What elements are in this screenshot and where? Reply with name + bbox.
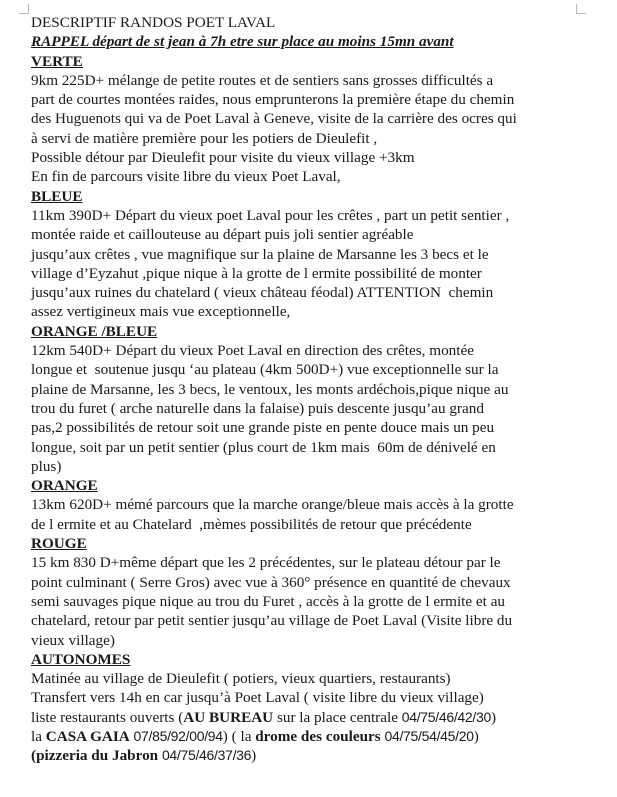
- restaurant-phone: 04/75/46/37/36: [161, 747, 252, 764]
- section-text-line: plus): [31, 457, 62, 475]
- restaurant-line-3: [31, 746, 591, 765]
- section-orange: [31, 476, 591, 534]
- restaurant-suffix: ) ( la: [222, 727, 256, 745]
- section-text-line: de l ermite et au Chatelard ,mèmes possibilités de retour que précédente: [31, 515, 472, 533]
- section-autonomes: [31, 650, 591, 766]
- section-text-line: vieux village): [31, 631, 115, 649]
- section-text-line: assez vertigineux mais vue exceptionnelle,: [31, 303, 291, 321]
- restaurant-line-1: [31, 708, 591, 727]
- section-heading: BLEUE: [31, 187, 83, 205]
- section-text-line: semi sauvages pique nique au trou du Furet , accès à la grotte de l ermite et au: [31, 592, 506, 610]
- section-text-line: Possible détour par Dieulefit pour visite du vieux village +3km: [31, 149, 415, 167]
- restaurant-phone: 04/75/46/42/30: [401, 708, 491, 725]
- section-rouge: [31, 534, 591, 650]
- document-title: DESCRIPTIF RANDOS POET LAVAL: [31, 14, 276, 31]
- section-verte: [31, 52, 591, 187]
- restaurants-intro: liste restaurants ouverts (: [31, 708, 184, 726]
- section-text-line: chatelard, retour par petit sentier jusqu’au village de Poet Laval (Visite libre du: [31, 612, 513, 630]
- autonomes-line-transfer: Transfert vers 14h en car jusqu’à Poet Laval ( visite libre du vieux village): [31, 689, 484, 707]
- restaurant-suffix: ): [251, 747, 257, 765]
- departure-reminder: RAPPEL départ de st jean à 7h etre sur place au moins 15mn avant: [31, 33, 454, 51]
- restaurant-detail: sur la place centrale: [273, 708, 402, 726]
- section-text-line: point culminant ( Serre Gros) avec vue à 360° présence en quantité de chevaux: [31, 573, 511, 591]
- restaurant-name: AU BUREAU: [183, 708, 274, 726]
- section-text-line: pas,2 possibilités de retour soit une grande piste en pente douce mais un peu: [31, 419, 495, 437]
- restaurant-prefix: la: [31, 727, 46, 745]
- section-bleue: [31, 187, 591, 322]
- restaurant-name: pizzeria du Jabron: [36, 747, 159, 765]
- section-text-line: à servi de matière première pour les potiers de Dieulefit ,: [31, 129, 378, 147]
- restaurant-phone: 07/85/92/00/94: [133, 727, 223, 744]
- restaurant-suffix: ): [490, 708, 497, 726]
- section-text-line: des Huguenots qui va de Poet Laval à Geneve, visite de la carrière des ocres qui: [31, 110, 517, 128]
- section-text-line: montée raide et caillouteuse au départ puis joli sentier agréable: [31, 226, 414, 244]
- section-heading: ORANGE: [31, 477, 98, 495]
- restaurant-line-2: [31, 727, 591, 746]
- restaurant-phone: 04/75/54/45/20: [384, 727, 474, 744]
- document-page: [31, 13, 591, 766]
- section-text-line: longue, soit par un petit sentier (plus court de 1km mais 60m de dénivelé en: [31, 438, 496, 456]
- page-corner-mark-top-left: [19, 4, 29, 14]
- restaurant-suffix: ): [473, 727, 479, 745]
- section-text-line: jusqu’aux crêtes , vue magnifique sur la plaine de Marsanne les 3 becs et le: [31, 245, 489, 263]
- restaurant-name: CASA GAIA: [45, 727, 130, 745]
- section-text-line: 9km 225D+ mélange de petite routes et de sentiers sans grosses difficultés a: [31, 71, 494, 89]
- section-text-line: village d’Eyzahut ,pique nique à la grotte de l ermite possibilité de monter: [31, 264, 482, 282]
- section-text-line: 13km 620D+ mémé parcours que la marche orange/bleue mais accès à la grotte: [31, 496, 514, 514]
- section-heading: AUTONOMES: [31, 650, 131, 668]
- section-heading: ROUGE: [31, 535, 87, 553]
- hike-sections: [31, 52, 591, 650]
- section-heading: ORANGE /BLEUE: [31, 322, 158, 340]
- section-text-line: longue et soutenue jusqu ‘au plateau (4km 500D+) vue exceptionnelle sur la: [31, 361, 499, 379]
- restaurant-name: drome des couleurs: [255, 727, 381, 745]
- autonomes-line-morning: Matinée au village de Dieulefit ( potiers, vieux quartiers, restaurants): [31, 670, 451, 688]
- section-text-line: 15 km 830 D+même départ que les 2 précédentes, sur le plateau détour par le: [31, 554, 501, 572]
- section-text-line: 11km 390D+ Départ du vieux poet Laval pour les crêtes , part un petit sentier ,: [31, 206, 510, 224]
- section-heading: VERTE: [31, 52, 83, 70]
- section-text-line: jusqu’aux ruines du chatelard ( vieux château féodal) ATTENTION chemin: [31, 284, 494, 302]
- section-text-line: 12km 540D+ Départ du vieux Poet Laval en direction des crêtes, montée: [31, 342, 474, 360]
- restaurant-prefix: (: [31, 747, 37, 765]
- section-orange-bleue: [31, 322, 591, 476]
- section-text-line: En fin de parcours visite libre du vieux Poet Laval,: [31, 168, 341, 186]
- section-text-line: plaine de Marsanne, les 3 becs, le ventoux, les monts ardéchois,pique nique au: [31, 380, 509, 398]
- section-text-line: trou du furet ( arche naturelle dans la falaise) puis descente jusqu’au grand: [31, 399, 484, 417]
- section-text-line: part de courtes montées raides, nous emprunterons la première étape du chemin: [31, 91, 515, 109]
